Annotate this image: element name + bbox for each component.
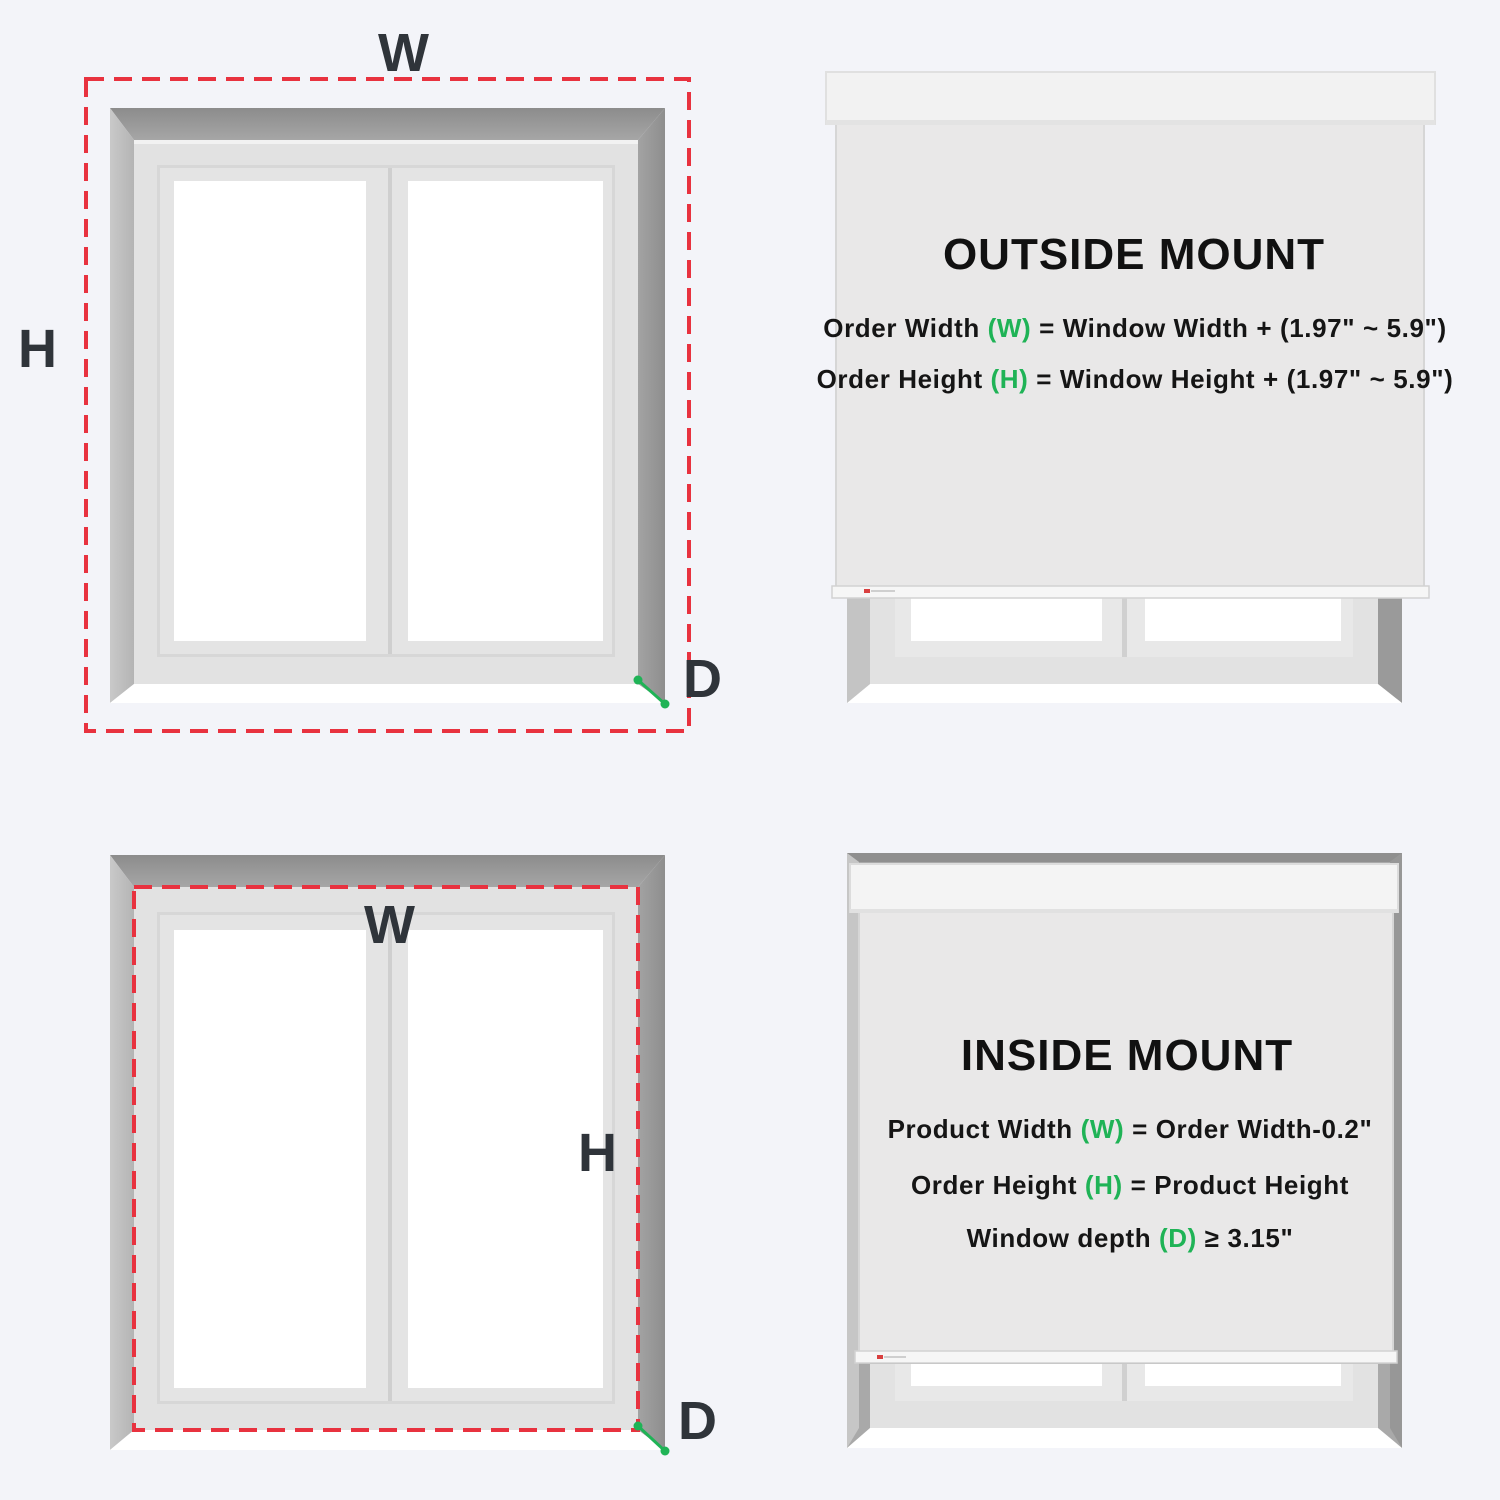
- formula-variable: (D): [1159, 1223, 1197, 1253]
- formula-variable: (H): [990, 364, 1029, 394]
- inside-depth-formula: [840, 1225, 1420, 1251]
- inside-height-formula: [840, 1172, 1420, 1198]
- formula-lead: Order Height: [816, 364, 991, 394]
- formula-rest: ≥ 3.15": [1196, 1223, 1294, 1253]
- formula-variable: (W): [1080, 1114, 1125, 1144]
- outside-mount-window: [86, 79, 689, 731]
- formula-lead: Product Width: [887, 1114, 1081, 1144]
- outside-width-label: W: [378, 23, 429, 83]
- outside-mount-title: OUTSIDE MOUNT: [942, 230, 1326, 279]
- formula-lead: Window depth: [966, 1223, 1160, 1253]
- inside-depth-label: D: [678, 1391, 717, 1451]
- formula-variable: (H): [1084, 1170, 1123, 1200]
- formula-lead: Order Height: [910, 1170, 1085, 1200]
- inside-width-formula: [840, 1116, 1420, 1142]
- inside-height-label: H: [578, 1123, 617, 1183]
- formula-rest: = Window Height + (1.97" ~ 5.9"): [1028, 364, 1454, 394]
- formula-rest: = Order Width-0.2": [1124, 1114, 1373, 1144]
- outside-width-formula: [790, 315, 1480, 341]
- outside-height-label: H: [18, 319, 57, 379]
- formula-variable: (W): [987, 313, 1032, 343]
- formula-lead: Order Width: [823, 313, 988, 343]
- inside-mount-shade: [847, 853, 1402, 1448]
- formula-rest: = Window Width + (1.97" ~ 5.9"): [1031, 313, 1447, 343]
- outside-depth-label: D: [683, 649, 722, 709]
- inside-mount-title: INSIDE MOUNT: [960, 1031, 1294, 1080]
- outside-height-formula: [790, 366, 1480, 392]
- formula-rest: = Product Height: [1122, 1170, 1349, 1200]
- inside-width-label: W: [364, 895, 415, 955]
